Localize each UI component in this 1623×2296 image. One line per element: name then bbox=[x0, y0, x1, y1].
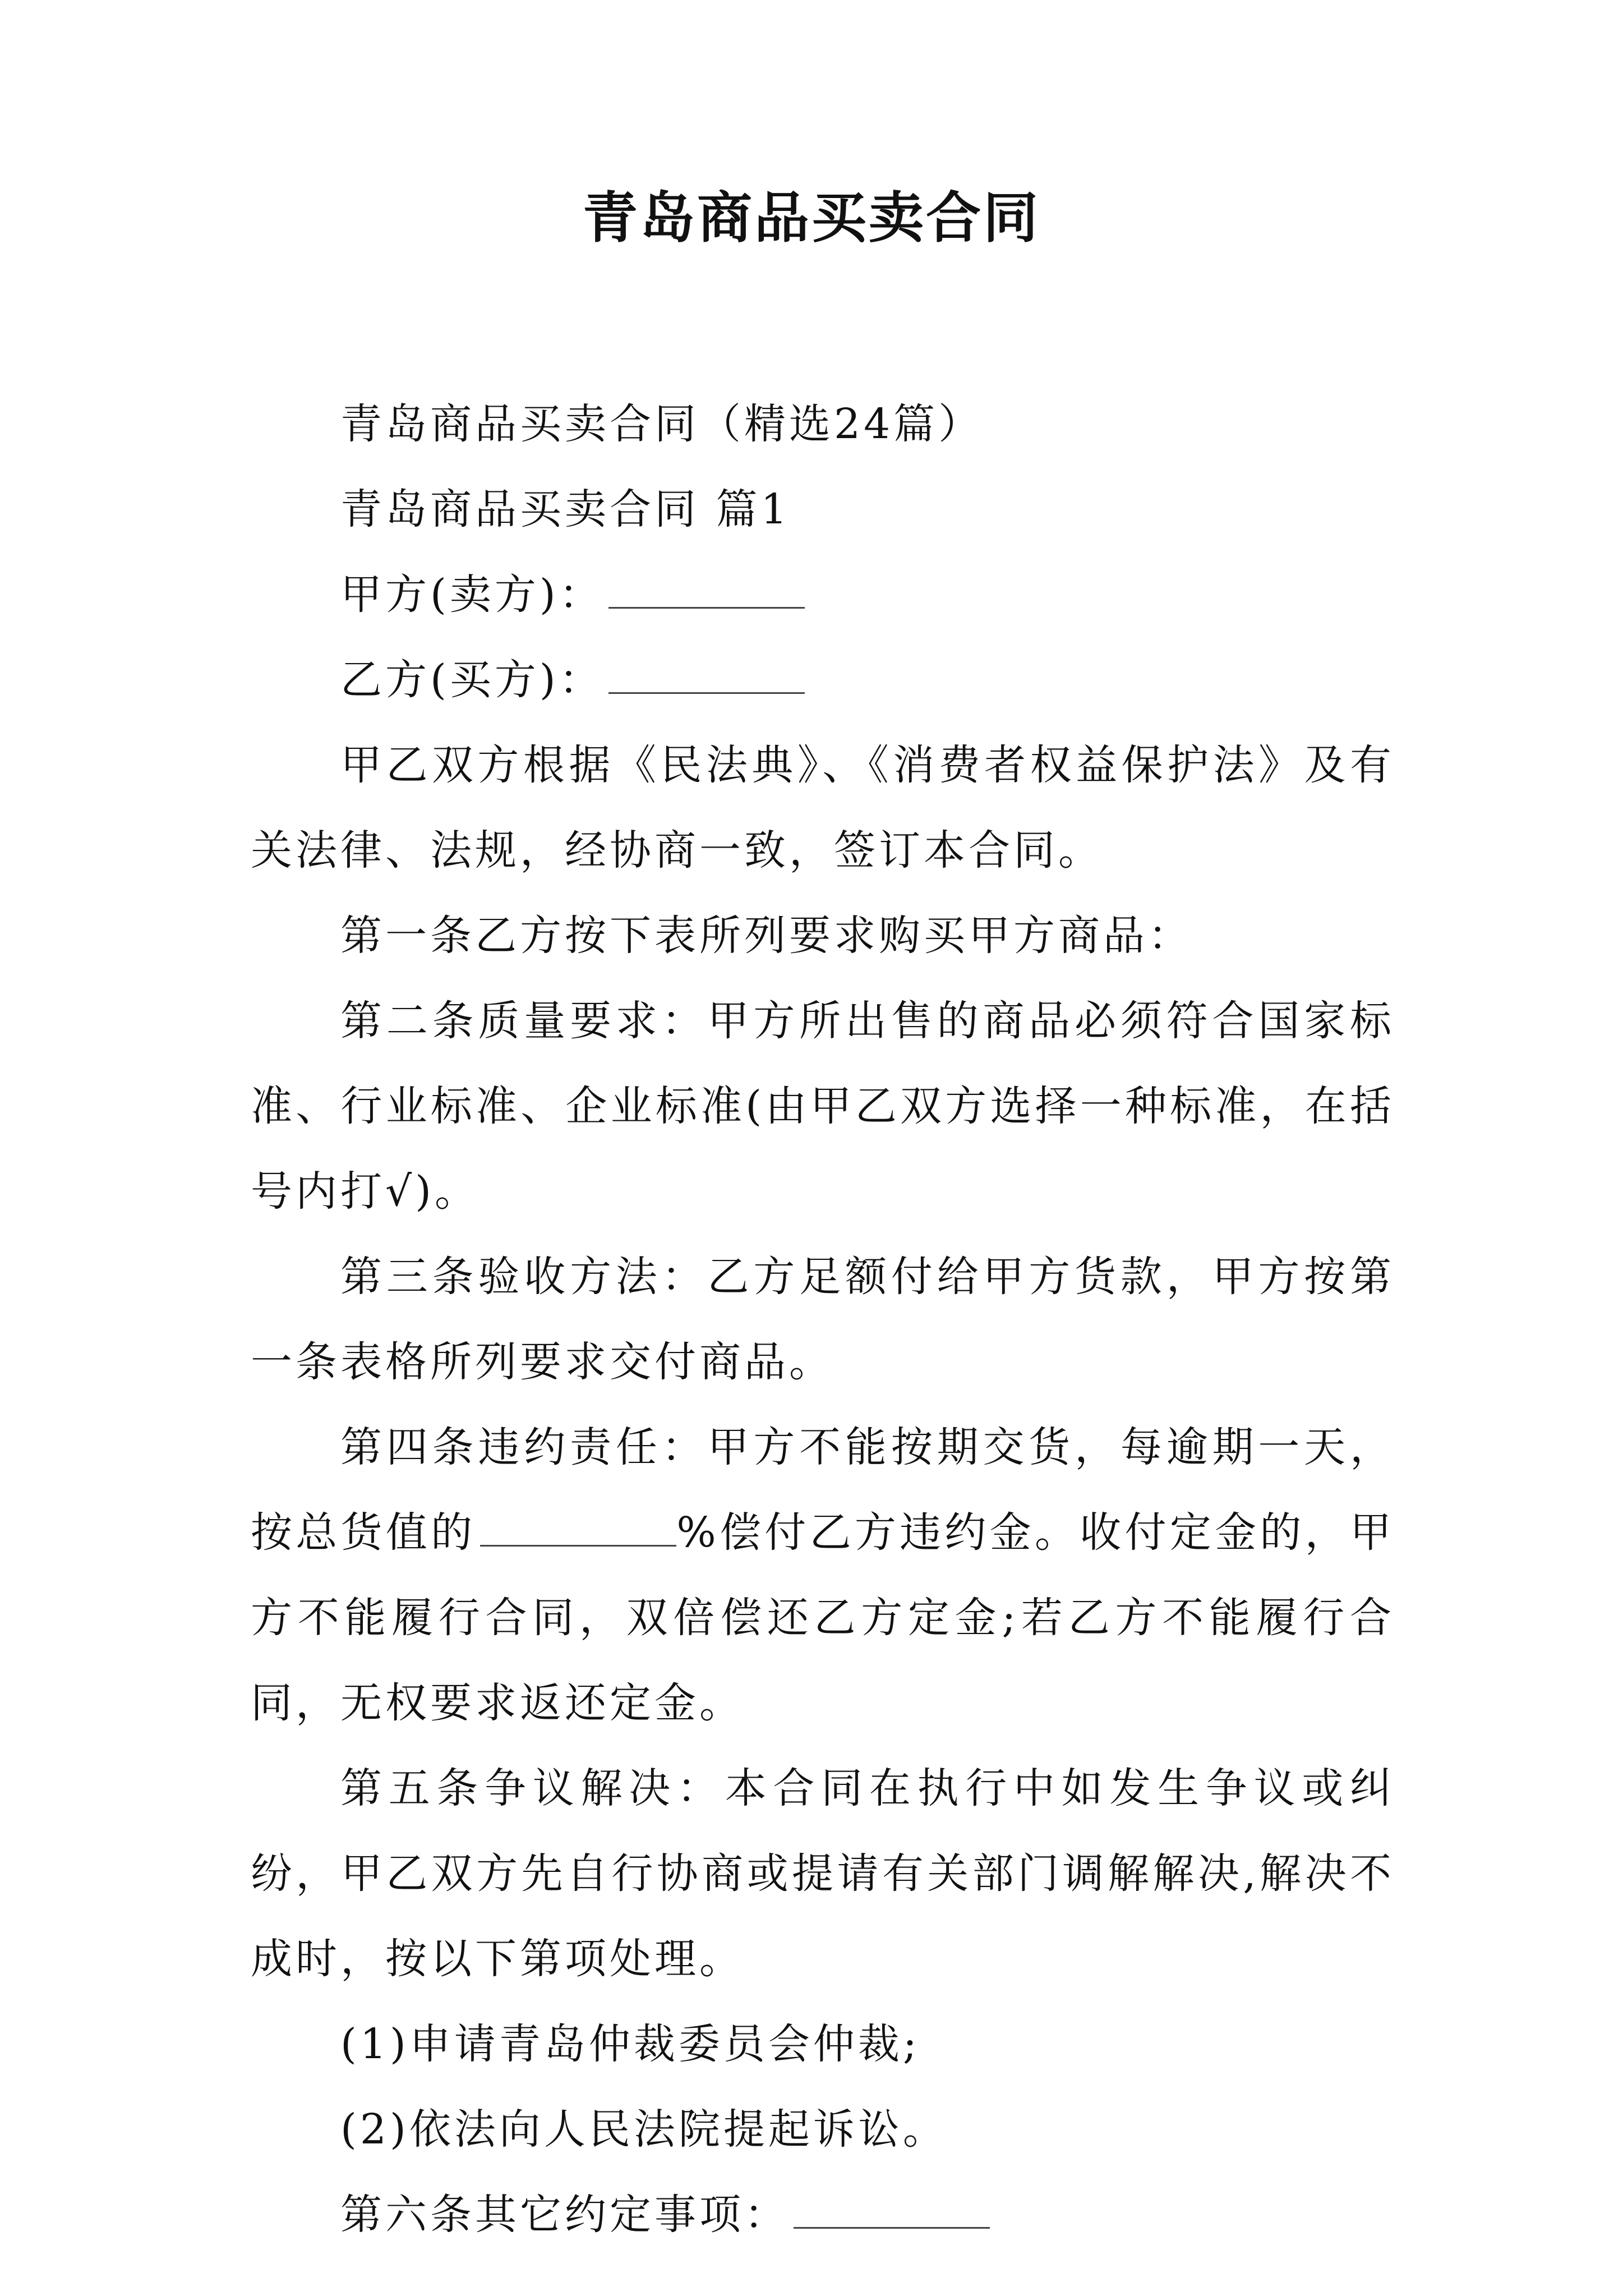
fill-in-blank bbox=[608, 659, 805, 694]
paragraph-text: 第四条违约责任：甲方不能按期交货，每逾期一天，按总货值的 bbox=[251, 1423, 1395, 1557]
paragraph-subtitle bbox=[251, 381, 1395, 467]
paragraph-article-5 bbox=[251, 1746, 1395, 2001]
paragraph-text: 甲乙双方根据《民法典》、《消费者权益保护法》及有关法律、法规，经协商一致，签订本合同。 bbox=[251, 741, 1395, 875]
paragraph-party-b bbox=[251, 637, 1395, 723]
paragraph-option-1 bbox=[251, 2001, 1395, 2087]
paragraph-article-3 bbox=[251, 1234, 1395, 1405]
paragraph-section-heading bbox=[251, 467, 1395, 552]
paragraph-article-6 bbox=[251, 2172, 1395, 2257]
fill-in-blank bbox=[608, 573, 805, 609]
paragraph-party-a bbox=[251, 552, 1395, 637]
paragraph-text: 乙方(买方)： bbox=[340, 656, 604, 704]
paragraph-article-4 bbox=[251, 1405, 1395, 1746]
paragraph-text: 青岛商品买卖合同（精选24篇） bbox=[340, 400, 984, 448]
paragraph-text: 第六条其它约定事项： bbox=[340, 2191, 789, 2239]
paragraph-text: %偿付乙方违约金。收付定金的，甲方不能履行合同，双倍偿还乙方定金;若乙方不能履行合同，无权要求返还定金。 bbox=[251, 1508, 1395, 1727]
paragraph-text: 青岛商品买卖合同 篇1 bbox=[340, 485, 791, 533]
paragraph-text: 甲方(卖方)： bbox=[340, 570, 604, 619]
fill-in-blank bbox=[794, 2193, 990, 2229]
document-body bbox=[251, 381, 1395, 2257]
paragraph-option-2 bbox=[251, 2087, 1395, 2172]
document-title: 青岛商品买卖合同 bbox=[582, 186, 1040, 250]
paragraph-preamble bbox=[251, 723, 1395, 893]
paragraph-text: 第二条质量要求：甲方所出售的商品必须符合国家标准、行业标准、企业标准(由甲乙双方选择一种标准，在括号内打√)。 bbox=[251, 997, 1395, 1216]
paragraph-text: 第三条验收方法：乙方足额付给甲方货款，甲方按第一条表格所列要求交付商品。 bbox=[251, 1253, 1395, 1386]
fill-in-blank bbox=[480, 1511, 676, 1547]
paragraph-text: 第一条乙方按下表所列要求购买甲方商品： bbox=[340, 912, 1193, 960]
paragraph-text: (2)依法向人民法院提起诉讼。 bbox=[340, 2105, 948, 2154]
paragraph-article-1 bbox=[251, 893, 1395, 978]
paragraph-text: 第五条争议解决：本合同在执行中如发生争议或纠纷，甲乙双方先自行协商或提请有关部门调解解决,解决不成时，按以下第项处理。 bbox=[251, 1764, 1395, 1983]
paragraph-text: (1)申请青岛仲裁委员会仲裁; bbox=[340, 2020, 920, 2068]
paragraph-article-2 bbox=[251, 978, 1395, 1234]
